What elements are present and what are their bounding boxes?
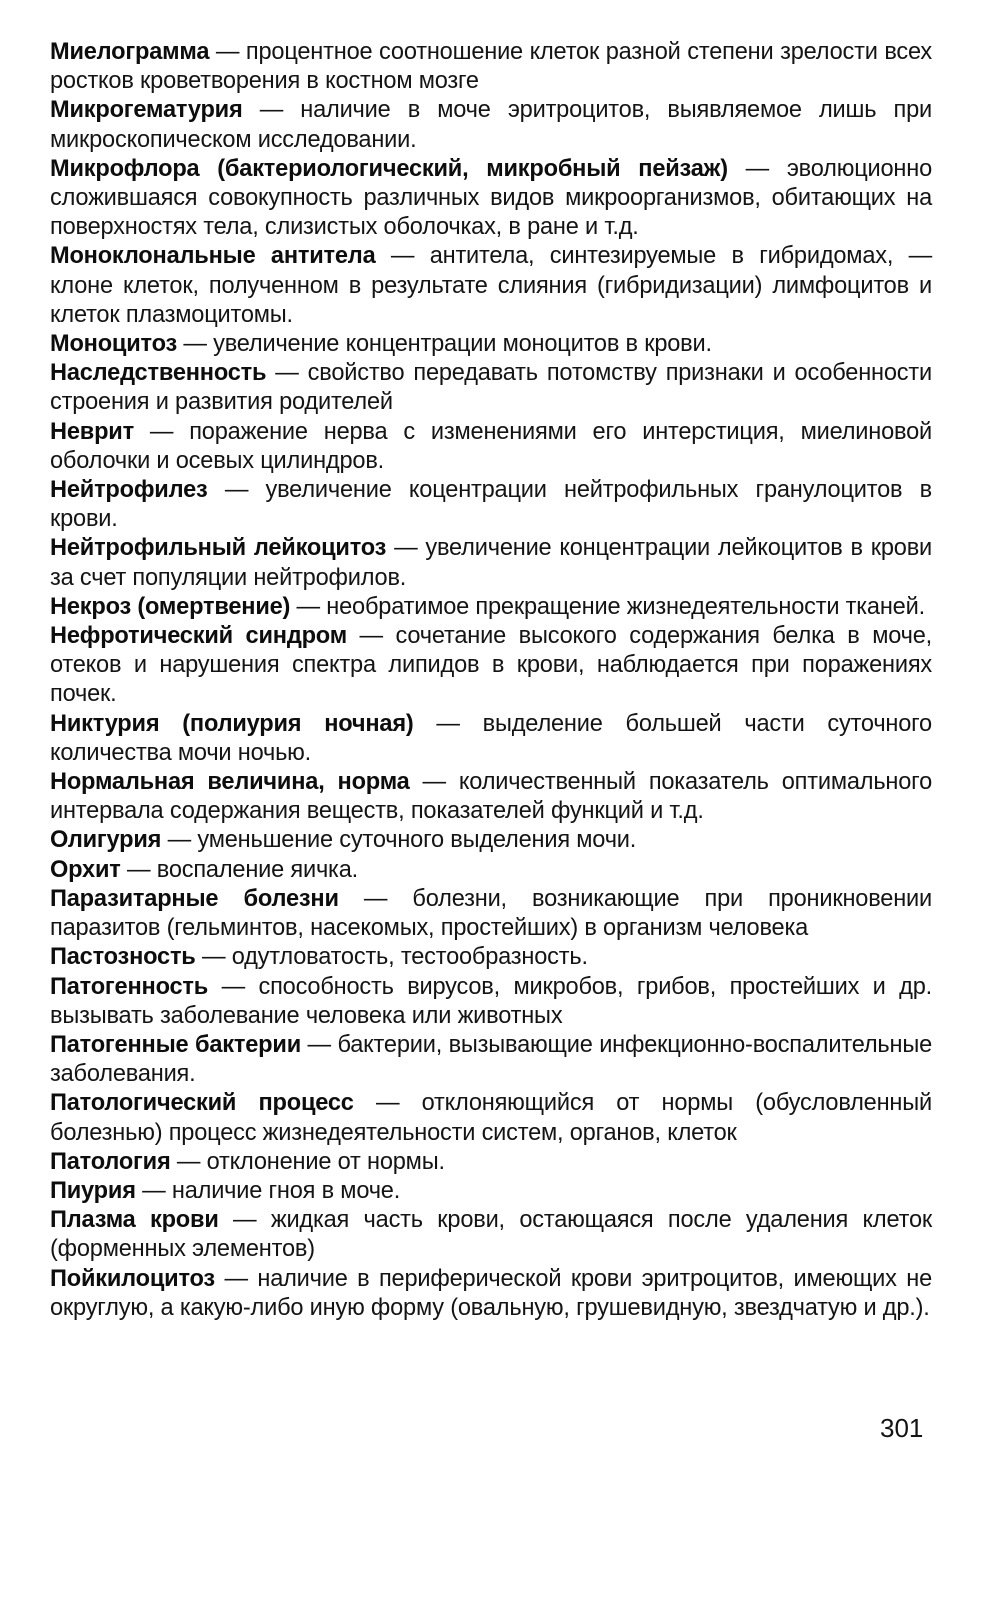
entry-term: Патогенные бактерии [50,1031,301,1058]
entry-term: Патология [50,1148,171,1175]
glossary-page [50,38,932,1323]
entry-definition: — необратимое прекращение жизнедеятельности тканей. [290,593,925,620]
entry-term: Нефротический синдром [50,623,347,650]
glossary-entry-oliguriya [50,826,932,855]
glossary-entry-norma [50,768,932,826]
glossary-entry-patogennye-bakterii [50,1031,932,1089]
glossary-entry-patologicheskiy-protsess [50,1089,932,1147]
entry-definition: — выделение большей части суточного количества мочи ночью. [50,710,932,766]
entry-definition: — количественный показатель оптимального интервала содержания веществ, показателей функций и т.д. [50,769,932,825]
glossary-entry-mielogramma [50,38,932,96]
entry-definition: — наличие гноя в моче. [135,1177,401,1204]
entry-definition: — наличие в моче эритроцитов, выявляемое лишь при микроскопическом исследовании. [50,97,932,153]
entry-term: Орхит [50,856,121,883]
glossary-entry-nekroz [50,593,932,622]
entry-definition: — увеличение коцентрации нейтрофильных гранулоцитов в крови. [50,477,932,533]
glossary-entry-nikturiya [50,710,932,768]
entry-definition: — болезни, возникающие при проникновении паразитов (гельминтов, насекомых, простейших) в организм человека [50,885,932,942]
glossary-entry-nefroticheskiy-sindrom [50,622,932,710]
entry-term: Нейтрофильный лейкоцитоз [50,535,387,562]
page-number: 301 [880,1413,924,1443]
glossary-entry-nasledstvennost [50,359,932,417]
entry-definition: — бактерии, вызывающие инфекционно-воспалительные заболевания. [50,1031,932,1088]
entry-definition: — жидкая часть крови, остающаяся после удаления клеток (форменных элементов) [50,1207,932,1263]
entry-term: Нейтрофилез [50,477,208,504]
glossary-entry-nevrit [50,418,932,476]
entry-term: Патогенность [50,973,209,1000]
entry-term: Никтурия (полиурия ночная) [50,710,414,737]
entry-term: Нормальная величина, норма [50,769,410,796]
entry-definition: — отклонение от нормы. [170,1148,445,1175]
entry-term: Наследственность [50,360,267,387]
entry-term: Некроз (омертвение) [50,593,291,620]
glossary-entry-orkhit [50,856,932,885]
entry-term: Плазма крови [50,1207,219,1234]
glossary-entry-plazma-krovi [50,1206,932,1264]
glossary-entry-neytrofilnyy-leykotsitoz [50,534,932,592]
entry-term: Пойкилоцитоз [50,1265,215,1292]
entry-term: Паразитарные болезни [50,885,339,912]
entry-definition: — способность вирусов, микробов, грибов, простейших и др. вызывать заболевание человека или животных [50,973,932,1029]
entry-definition: — увеличение концентрации лейкоцитов в крови за счет популяции нейтрофилов. [50,535,933,591]
entry-definition: — процентное соотношение клеток разной степени зрелости всех ростков кроветворения в костном мозге [50,39,932,95]
glossary-entry-mikrogematuriya [50,96,932,154]
entry-definition: — наличие в периферической крови эритроцитов, имеющих не округлую, а какую-либо иную форму (овальную, грушевидную, звездчатую и др.). [50,1265,932,1321]
entry-term: Моноклональные антитела [50,243,376,270]
entry-term: Миелограмма [50,39,210,65]
entry-term: Микрогематурия [50,97,243,124]
glossary-entry-neytrofilez [50,476,932,534]
glossary-entry-pastoznost [50,943,932,972]
entry-definition: — поражение нерва с изменениями его интерстиция, миелиновой оболочки и осевых цилиндров. [50,418,932,474]
glossary-entry-monoklonalnye-antitela [50,242,932,330]
glossary-entry-patologiya [50,1148,932,1177]
entry-definition: — одутловатость, тестообразность. [195,944,588,971]
entry-definition: — сочетание высокого содержания белка в моче, отеков и нарушения спектра липидов в крови, наблюдается при поражениях почек. [50,623,932,708]
entry-term: Патологический процесс [50,1090,354,1117]
entry-definition: — эволюционно сложившаяся совокупность различных видов микроорганизмов, обитающих на поверхностях тела, слизистых оболочках, в ране и т.д. [50,155,932,241]
entry-definition: — отклоняющийся от нормы (обусловленный болезнью) процесс жизнедеятельности систем, органов, клеток [50,1090,932,1146]
entry-term: Микрофлора (бактериологический, микробный пейзаж) [50,155,728,182]
entry-definition: — антитела, синтезируемые в гибридомах, — клоне клеток, полученном в результате слияния (гибридизации) лимфоцитов и клеток плазмоцитомы. [50,243,932,328]
entry-term: Неврит [50,418,134,445]
glossary-entry-poykilotsitoz [50,1265,932,1323]
glossary-entry-monotsitoz [50,330,932,359]
entry-definition: — воспаление яичка. [120,856,358,883]
glossary-entry-mikroflora [50,155,932,243]
glossary-entry-patogennost [50,973,932,1031]
entry-term: Моноцитоз [50,331,178,358]
entry-term: Олигурия [50,827,162,854]
glossary-entry-piuriya [50,1177,932,1206]
entry-term: Пастозность [50,944,196,971]
glossary-entry-parazitarnye-bolezni [50,885,932,943]
entry-term: Пиурия [50,1177,136,1204]
entry-definition: — свойство передавать потомству признаки и особенности строения и развития родителей [50,360,932,416]
entry-definition: — уменьшение суточного выделения мочи. [161,827,637,854]
entry-definition: — увеличение концентрации моноцитов в крови. [177,331,712,358]
